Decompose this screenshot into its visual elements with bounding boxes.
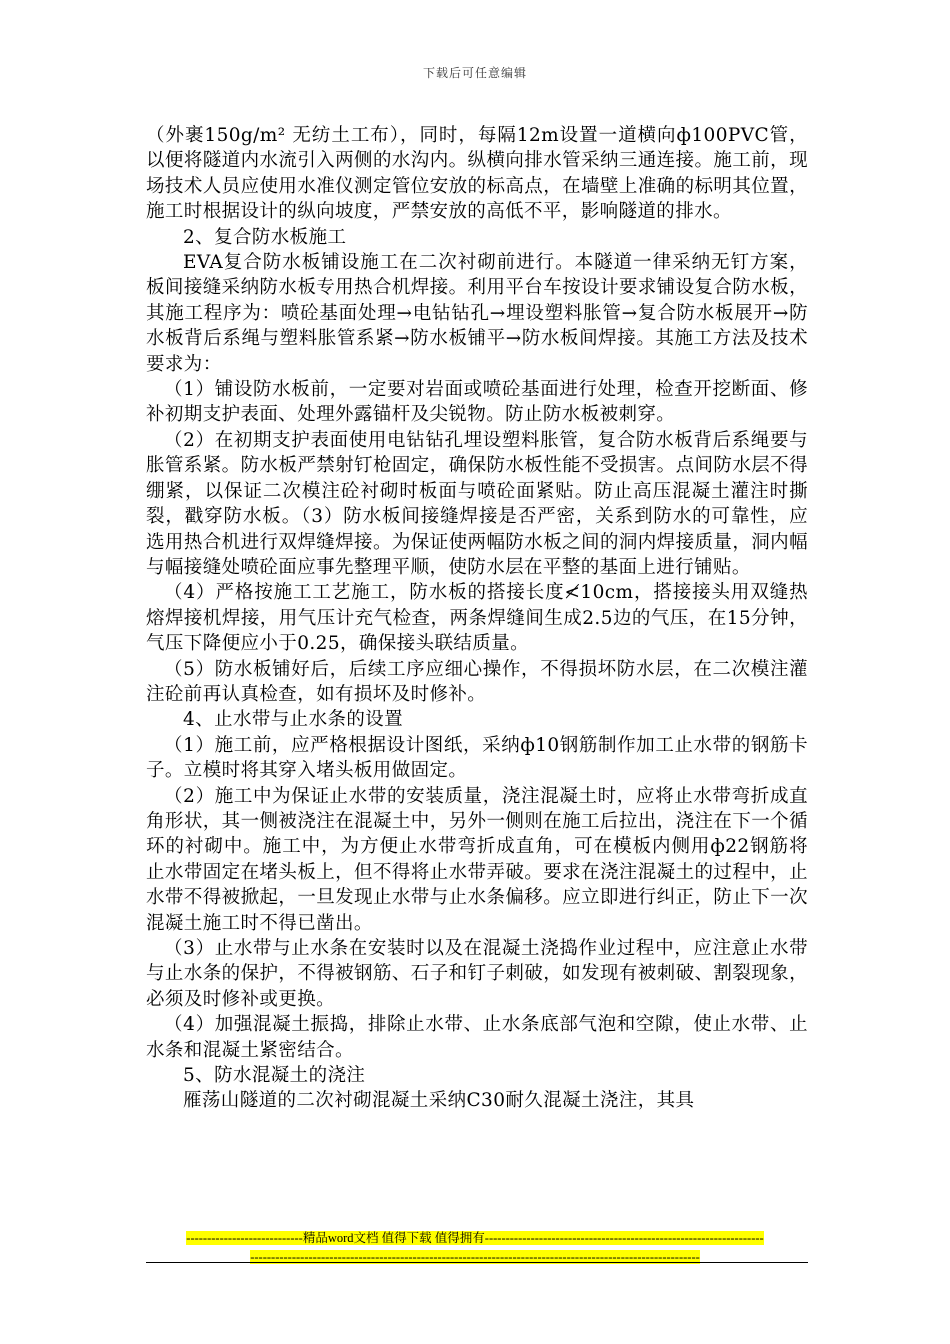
footer-dashes-right: ------------------------------------------------------------------- xyxy=(484,1231,764,1245)
paragraph: （3）止水带与止水条在安装时以及在混凝土浇捣作业过程中，应注意止水带与止水条的保护，不得被钢筋、石子和钉子刺破，如发现有被刺破、割裂现象，必须及时修补或更换。 xyxy=(146,938,808,1010)
footer-dash-line xyxy=(0,1246,950,1266)
paragraph: （2）在初期支护表面使用电钻钻孔埋设塑料胀管，复合防水板背后系绳要与胀管系紧。防水板严禁射钉枪固定，确保防水板性能不受损害。点间防水层不得绷紧，以保证二次模注砼衬砌时板面与喷砼面紧贴。防止高压混凝土灌注时撕裂，戳穿防水板。（3）防水板间接缝焊接是否严密，关系到防水的可靠性，应选用热合机进行双焊缝焊接。为保证使两幅防水板之间的洞内焊接质量，洞内幅与幅接缝处喷砼面应事先整理平顺，使防水层在平整的基面上进行铺贴。 xyxy=(146,429,808,578)
paragraph: （5）防水板铺好后，后续工序应细心操作，不得损坏防水层，在二次模注灌注砼前再认真检查，如有损坏及时修补。 xyxy=(146,658,808,705)
paragraph: EVA复合防水板铺设施工在二次衬砌前进行。本隧道一律采纳无钉方案，板间接缝采纳防水板专用热合机焊接。利用平台车按设计要求铺设复合防水板，其施工程序为：喷砼基面处理→电钻钻孔→埋设塑料胀管→复合防水板展开→防水板背后系绳与塑料胀管系紧→防水板铺平→防水板间焊接。其施工方法及技术要求为： xyxy=(146,252,808,375)
footer-banner xyxy=(0,1227,950,1247)
footer-dashes-left: ---------------------------- xyxy=(186,1231,303,1245)
paragraph: （1）施工前，应严格根据设计图纸，采纳ф10钢筋制作加工止水带的钢筋卡子。立模时将其穿入堵头板用做固定。 xyxy=(146,734,808,782)
paragraph: 4、止水带与止水条的设置 xyxy=(183,709,404,731)
paragraph: 2、复合防水板施工 xyxy=(183,226,347,248)
paragraph: （1）铺设防水板前，一定要对岩面或喷砼基面进行处理，检查开挖断面、修补初期支护表面、处理外露锚杆及尖锐物。防止防水板被刺穿。 xyxy=(146,379,808,426)
paragraph: 5、防水混凝土的浇注 xyxy=(183,1065,366,1087)
footer-dashes-full: ------------------------------------------------------------------------------------------------------------ xyxy=(250,1250,700,1264)
page-header: 下载后可任意编辑 xyxy=(422,66,527,80)
paragraph: 雁荡山隧道的二次衬砌混凝土采纳C30耐久混凝土浇注，其具 xyxy=(183,1090,695,1112)
footer-promo-text: 精品word文档 值得下载 值得拥有 xyxy=(302,1231,485,1245)
paragraph: （外裹150g/m² 无纺土工布），同时，每隔12m设置一道横向ф100PVC管，以便将隧道内水流引入两侧的水沟内。纵横向排水管采纳三通连接。施工前，现场技术人员应使用水准仪测定管位安放的标高点，在墙壁上准确的标明其位置，施工时根据设计的纵向坡度，严禁安放的高低不平，影响隧道的排水。 xyxy=(146,125,808,223)
paragraph: （2）施工中为保证止水带的安装质量，浇注混凝土时，应将止水带弯折成直角形状，其一侧被浇注在混凝土中，另外一侧则在施工后拉出，浇注在下一个循环的衬砌中。施工中，为方便止水带弯折成直角，可在模板内侧用ф22钢筋将止水带固定在堵头板上，但不得将止水带弄破。要求在浇注混凝土的过程中，止水带不得被掀起，一旦发现止水带与止水条偏移。应立即进行纠正，防止下一次混凝土施工时不得已凿出。 xyxy=(146,785,808,934)
footer-rule xyxy=(146,1262,808,1263)
paragraph: （4）加强混凝土振捣，排除止水带、止水条底部气泡和空隙，使止水带、止水条和混凝土紧密结合。 xyxy=(146,1014,808,1061)
document-body xyxy=(146,123,808,1114)
paragraph: （4）严格按施工工艺施工，防水板的搭接长度≮10cm，搭接接头用双缝热熔焊接机焊接，用气压计充气检查，两条焊缝间生成2.5边的气压，在15分钟，气压下降便应小于0.25，确保接头联结质量。 xyxy=(146,582,808,655)
